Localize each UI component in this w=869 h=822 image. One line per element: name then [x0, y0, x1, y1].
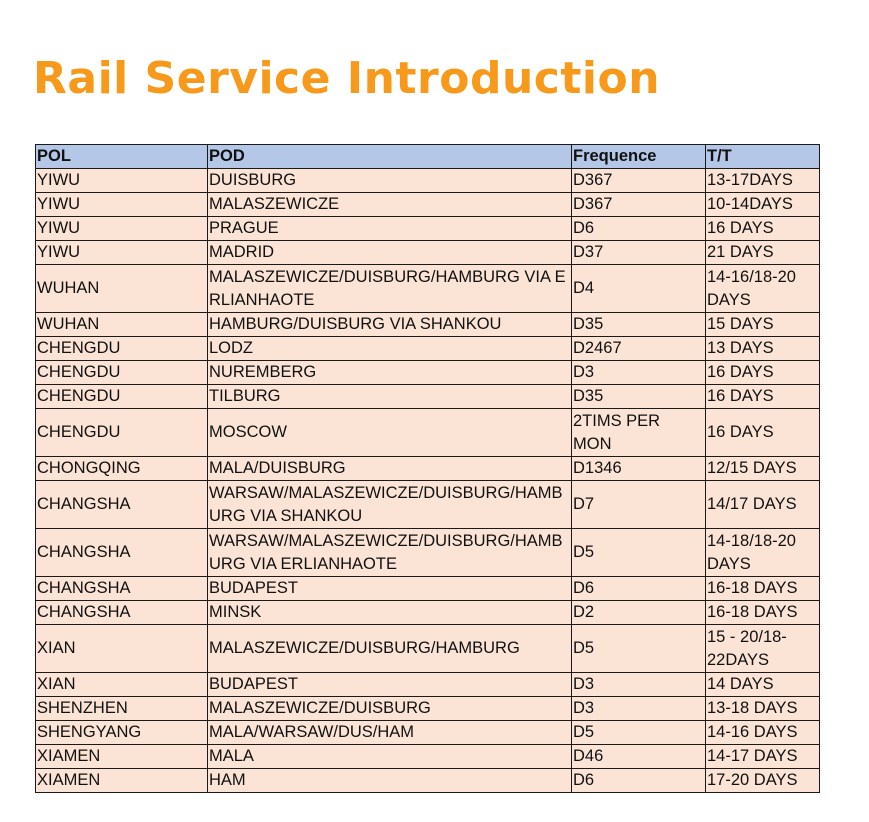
cell-tt: 17-20 DAYS [706, 769, 820, 793]
cell-tt: 16-18 DAYS [706, 577, 820, 601]
cell-pod: MINSK [208, 601, 572, 625]
table-row [36, 385, 820, 409]
table-row [36, 745, 820, 769]
cell-pod: WARSAW/MALASZEWICZE/DUISBURG/HAMBURG VIA ERLIANHAOTE [208, 529, 572, 577]
cell-pod: MADRID [208, 241, 572, 265]
cell-tt: 14/17 DAYS [706, 481, 820, 529]
cell-frequence: D367 [572, 169, 706, 193]
cell-pol: CHANGSHA [36, 601, 208, 625]
cell-pod: DUISBURG [208, 169, 572, 193]
cell-tt: 12/15 DAYS [706, 457, 820, 481]
table-row [36, 337, 820, 361]
cell-frequence: D367 [572, 193, 706, 217]
page-title: Rail Service Introduction [33, 53, 661, 104]
cell-pol: WUHAN [36, 265, 208, 313]
table-row [36, 769, 820, 793]
table-row [36, 217, 820, 241]
cell-tt: 15 - 20/18-22DAYS [706, 625, 820, 673]
cell-tt: 14-16 DAYS [706, 721, 820, 745]
cell-pol: YIWU [36, 169, 208, 193]
cell-tt: 14-18/18-20 DAYS [706, 529, 820, 577]
table-row [36, 673, 820, 697]
cell-pod: HAMBURG/DUISBURG VIA SHANKOU [208, 313, 572, 337]
cell-frequence: D2 [572, 601, 706, 625]
cell-pod: MALASZEWICZE/DUISBURG/HAMBURG VIA ERLIANHAOTE [208, 265, 572, 313]
cell-tt: 21 DAYS [706, 241, 820, 265]
cell-frequence: D6 [572, 217, 706, 241]
header-pol: POL [36, 145, 208, 169]
table-row [36, 313, 820, 337]
cell-tt: 10-14DAYS [706, 193, 820, 217]
cell-tt: 16 DAYS [706, 409, 820, 457]
cell-tt: 14-16/18-20 DAYS [706, 265, 820, 313]
cell-frequence: D46 [572, 745, 706, 769]
cell-tt: 16 DAYS [706, 385, 820, 409]
cell-frequence: D4 [572, 265, 706, 313]
cell-pod: BUDAPEST [208, 673, 572, 697]
cell-tt: 13-17DAYS [706, 169, 820, 193]
cell-frequence: 2TIMS PER MON [572, 409, 706, 457]
table-row [36, 457, 820, 481]
cell-frequence: D5 [572, 625, 706, 673]
header-frequence: Frequence [572, 145, 706, 169]
table-row [36, 193, 820, 217]
cell-frequence: D35 [572, 313, 706, 337]
cell-pol: XIAN [36, 625, 208, 673]
cell-tt: 16 DAYS [706, 217, 820, 241]
cell-pol: YIWU [36, 241, 208, 265]
cell-pod: TILBURG [208, 385, 572, 409]
cell-pol: SHENZHEN [36, 697, 208, 721]
header-row [36, 145, 820, 169]
cell-frequence: D6 [572, 577, 706, 601]
cell-pol: XIAMEN [36, 745, 208, 769]
cell-pod: MOSCOW [208, 409, 572, 457]
cell-tt: 13 DAYS [706, 337, 820, 361]
cell-tt: 15 DAYS [706, 313, 820, 337]
cell-frequence: D5 [572, 529, 706, 577]
header-tt: T/T [706, 145, 820, 169]
cell-pol: WUHAN [36, 313, 208, 337]
cell-pod: BUDAPEST [208, 577, 572, 601]
table-body [36, 169, 820, 793]
table-row [36, 697, 820, 721]
header-pod: POD [208, 145, 572, 169]
table-row [36, 601, 820, 625]
cell-pol: CHANGSHA [36, 481, 208, 529]
cell-pol: CHENGDU [36, 337, 208, 361]
cell-frequence: D7 [572, 481, 706, 529]
cell-frequence: D3 [572, 697, 706, 721]
cell-pol: CHANGSHA [36, 529, 208, 577]
cell-pol: CHENGDU [36, 361, 208, 385]
cell-frequence: D5 [572, 721, 706, 745]
table-row [36, 361, 820, 385]
cell-pod: MALA/DUISBURG [208, 457, 572, 481]
cell-frequence: D35 [572, 385, 706, 409]
cell-pol: CHANGSHA [36, 577, 208, 601]
table-row [36, 241, 820, 265]
cell-tt: 16-18 DAYS [706, 601, 820, 625]
cell-pod: HAM [208, 769, 572, 793]
rail-service-table [35, 144, 820, 793]
cell-tt: 13-18 DAYS [706, 697, 820, 721]
cell-pod: PRAGUE [208, 217, 572, 241]
cell-pol: YIWU [36, 193, 208, 217]
cell-tt: 16 DAYS [706, 361, 820, 385]
cell-frequence: D1346 [572, 457, 706, 481]
cell-pod: MALASZEWICZE/DUISBURG/HAMBURG [208, 625, 572, 673]
cell-pod: WARSAW/MALASZEWICZE/DUISBURG/HAMBURG VIA SHANKOU [208, 481, 572, 529]
cell-pod: NUREMBERG [208, 361, 572, 385]
cell-pol: CHENGDU [36, 385, 208, 409]
cell-frequence: D2467 [572, 337, 706, 361]
table-row [36, 721, 820, 745]
cell-pol: CHENGDU [36, 409, 208, 457]
table-row [36, 169, 820, 193]
cell-pol: SHENGYANG [36, 721, 208, 745]
cell-pod: MALASZEWICZE [208, 193, 572, 217]
cell-pod: LODZ [208, 337, 572, 361]
cell-frequence: D3 [572, 361, 706, 385]
cell-frequence: D6 [572, 769, 706, 793]
cell-tt: 14 DAYS [706, 673, 820, 697]
table-row [36, 577, 820, 601]
cell-pod: MALA [208, 745, 572, 769]
cell-pol: YIWU [36, 217, 208, 241]
cell-pol: CHONGQING [36, 457, 208, 481]
cell-pol: XIAN [36, 673, 208, 697]
cell-pol: XIAMEN [36, 769, 208, 793]
cell-pod: MALA/WARSAW/DUS/HAM [208, 721, 572, 745]
table-row [36, 409, 820, 457]
table-header [36, 145, 820, 169]
cell-tt: 14-17 DAYS [706, 745, 820, 769]
cell-frequence: D3 [572, 673, 706, 697]
table-row [36, 265, 820, 313]
table-row [36, 481, 820, 529]
cell-pod: MALASZEWICZE/DUISBURG [208, 697, 572, 721]
table-row [36, 625, 820, 673]
cell-frequence: D37 [572, 241, 706, 265]
table-row [36, 529, 820, 577]
